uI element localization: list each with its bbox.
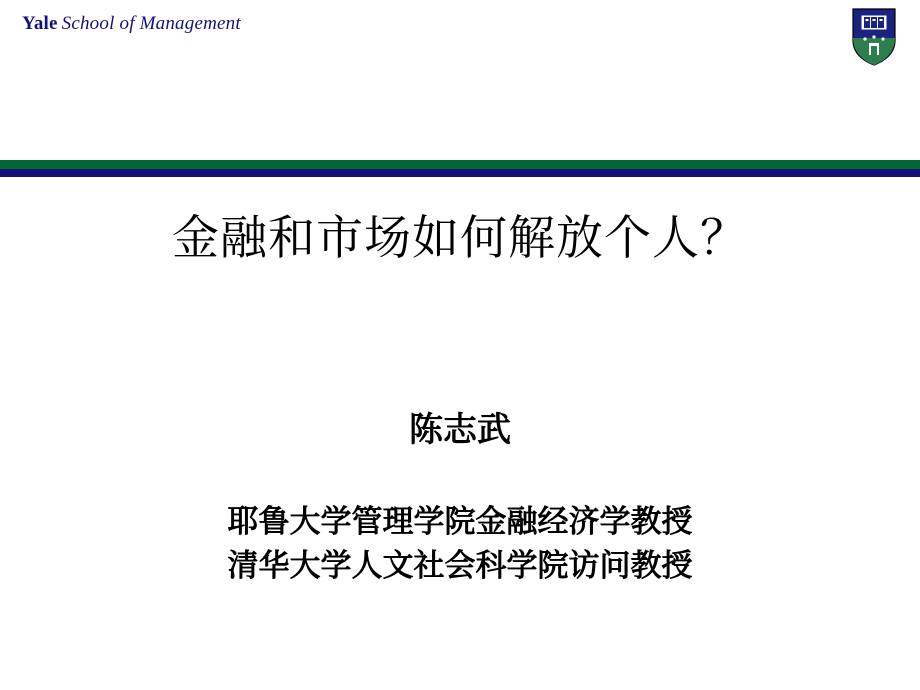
slide-title: 金融和市场如何解放个人？ xyxy=(172,213,748,265)
author-name: 陈志武 xyxy=(409,411,511,449)
divider-blue xyxy=(0,169,920,177)
affiliation-block xyxy=(0,500,920,588)
yale-som-crest-icon xyxy=(852,8,896,66)
brand-secondary-text: School of Management xyxy=(61,13,241,34)
brand-lockup xyxy=(22,14,241,33)
affiliation-line-1: 耶鲁大学管理学院金融经济学教授 xyxy=(227,504,693,539)
brand-primary-text: Yale xyxy=(22,13,58,34)
divider-green xyxy=(0,160,920,169)
affiliation-line-2: 清华大学人文社会科学院访问教授 xyxy=(227,548,693,584)
